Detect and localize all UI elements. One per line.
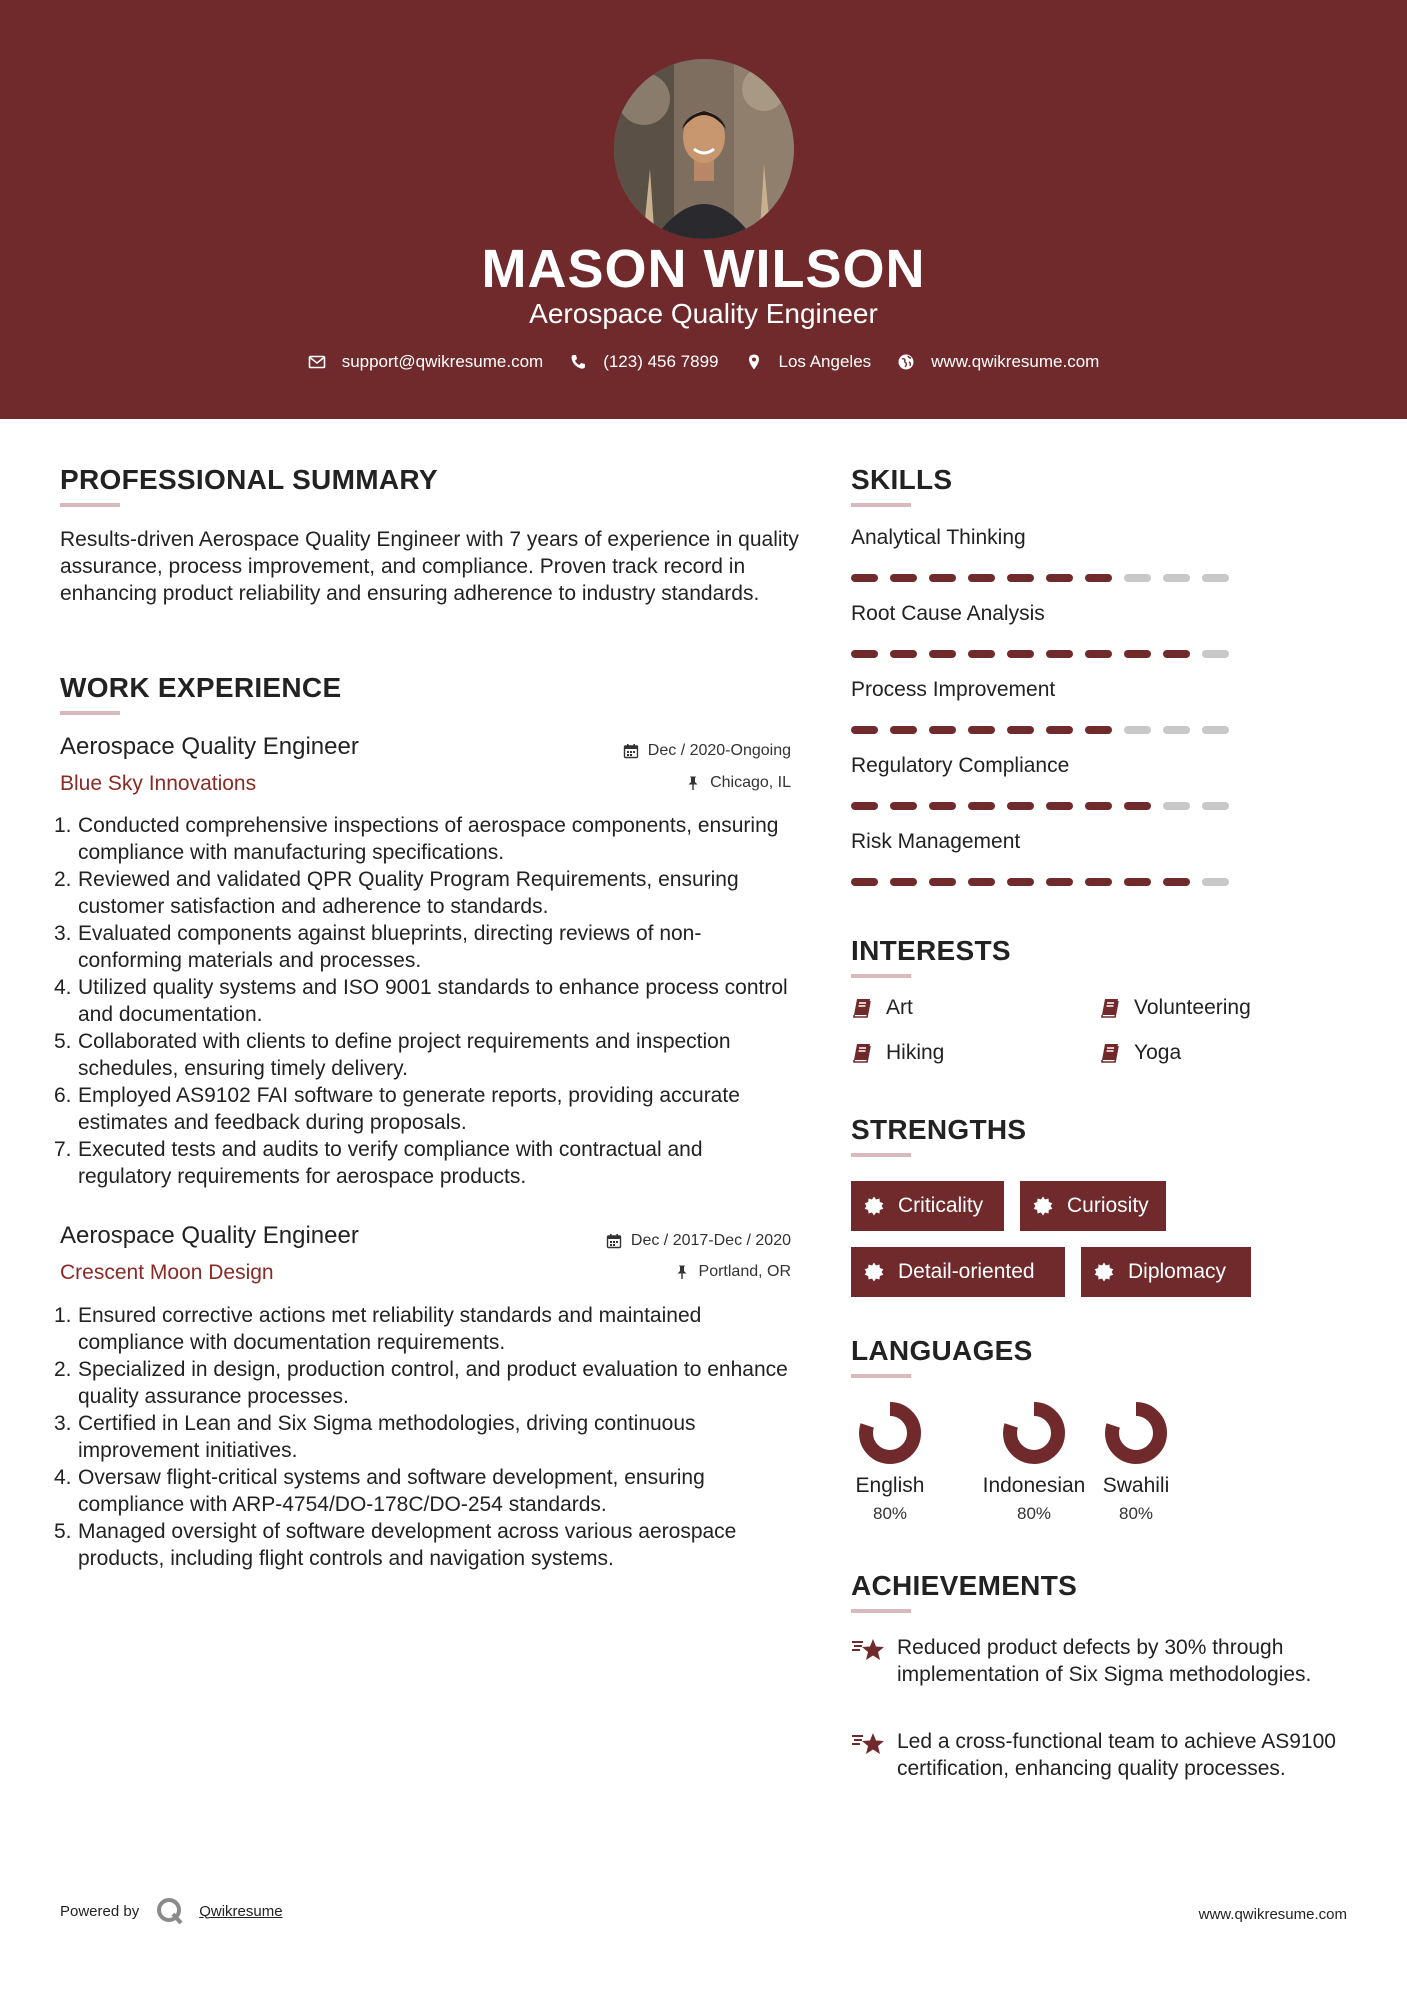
- interests-heading: INTERESTS: [851, 935, 1011, 966]
- header-banner: [0, 0, 1407, 419]
- bullet-number: 2.: [54, 1358, 72, 1381]
- skill-dot-empty: [1202, 574, 1229, 582]
- skill-dot-filled: [1124, 650, 1151, 658]
- skill-dot-filled: [929, 878, 956, 886]
- job-2-bullet: [54, 1302, 800, 1356]
- job-1-bullet: [54, 1028, 800, 1082]
- skill-dot-filled: [968, 574, 995, 582]
- summary-heading-underline: [60, 503, 120, 507]
- book-icon: [1099, 997, 1121, 1019]
- strength-badge: [851, 1181, 1004, 1231]
- contact-email-text: support@qwikresume.com: [341, 352, 544, 371]
- job-2-bullet: [54, 1464, 800, 1518]
- interest-item: [851, 1041, 944, 1065]
- experience-heading-underline: [60, 711, 120, 715]
- candidate-title: Aerospace Quality Engineer: [529, 298, 878, 329]
- bullet-number: 1.: [54, 1304, 72, 1327]
- job-1-company: Blue Sky Innovations: [60, 772, 257, 795]
- achievements-heading: ACHIEVEMENTS: [851, 1570, 1078, 1601]
- achievement-text: Reduced product defects by 30% through implementation of Six Sigma methodologies.: [897, 1636, 1312, 1686]
- calendar-icon: [606, 1233, 622, 1249]
- skill-dot-filled: [1046, 650, 1073, 658]
- shooting-star-icon: [851, 1636, 885, 1664]
- candidate-name: MASON WILSON: [481, 239, 926, 299]
- bullet-text: Evaluated components against blueprints, directing reviews of non-conforming materials and processes.: [78, 922, 702, 972]
- achievement-item: [851, 1728, 1351, 1782]
- achievements-heading-underline: [851, 1609, 911, 1613]
- skill-dot-filled: [1163, 650, 1190, 658]
- skill-label: Process Improvement: [851, 678, 1056, 701]
- bullet-text: Executed tests and audits to verify compliance with contractual and regulatory requirements for aerospace products.: [78, 1138, 703, 1188]
- job-2-location: [674, 1263, 791, 1281]
- skill-dot-filled: [890, 878, 917, 886]
- skill-dot-filled: [1007, 726, 1034, 734]
- strength-label: Curiosity: [1067, 1194, 1149, 1217]
- badge-star-icon: [864, 1196, 884, 1216]
- job-2-bullet: [54, 1518, 800, 1572]
- skill-dot-filled: [1007, 650, 1034, 658]
- bullet-number: 5.: [54, 1030, 72, 1053]
- bullet-number: 3.: [54, 1412, 72, 1435]
- book-icon: [1099, 1042, 1121, 1064]
- job-2-dates: [606, 1232, 791, 1250]
- skill-rating: [851, 650, 1241, 658]
- job-1-title: Aerospace Quality Engineer: [60, 733, 359, 760]
- job-1-location-text: Chicago, IL: [710, 774, 791, 791]
- job-1-bullet: [54, 812, 800, 866]
- skill-dot-empty: [1163, 726, 1190, 734]
- skill-label: Risk Management: [851, 830, 1021, 853]
- skills-heading: SKILLS: [851, 464, 953, 495]
- skill-rating: [851, 878, 1241, 886]
- summary-text: Results-driven Aerospace Quality Engineer with 7 years of experience in quality assurance, process improvement, and compliance. Proven track record in enhancing product reliability and ensuring adherence to industry standards.: [60, 528, 799, 605]
- interest-item: [851, 996, 913, 1020]
- job-1-bullet: [54, 1136, 800, 1190]
- skill-dot-filled: [1085, 802, 1112, 810]
- skill-dot-filled: [1007, 878, 1034, 886]
- languages-heading: LANGUAGES: [851, 1335, 1033, 1366]
- skill-dot-filled: [1085, 650, 1112, 658]
- skill-dot-empty: [1202, 878, 1229, 886]
- job-2-location-text: Portland, OR: [698, 1263, 791, 1280]
- contact-phone[interactable]: [569, 352, 718, 372]
- globe-icon: [897, 353, 915, 371]
- skill-dot-filled: [968, 878, 995, 886]
- bullet-text: Collaborated with clients to define project requirements and inspection schedules, ensuring timely delivery.: [78, 1030, 731, 1080]
- experience-heading: WORK EXPERIENCE: [60, 672, 342, 703]
- contact-location: [745, 352, 872, 372]
- job-1-bullet: [54, 920, 800, 974]
- skill-dot-filled: [1046, 802, 1073, 810]
- job-1-bullet-list: [54, 812, 800, 1190]
- interest-item: [1099, 1041, 1181, 1065]
- job-1-dates-text: Dec / 2020-Ongoing: [647, 742, 791, 759]
- language-item: [1071, 1400, 1201, 1524]
- phone-icon: [569, 353, 587, 371]
- skill-dot-empty: [1202, 650, 1229, 658]
- contact-website-text: www.qwikresume.com: [931, 352, 1100, 371]
- skill-dot-filled: [851, 650, 878, 658]
- skill-rating: [851, 726, 1241, 734]
- bullet-text: Utilized quality systems and ISO 9001 standards to enhance process control and documentation.: [78, 976, 788, 1026]
- skill-dot-filled: [1046, 574, 1073, 582]
- skill-label: Root Cause Analysis: [851, 602, 1045, 625]
- skill-dot-empty: [1202, 802, 1229, 810]
- bullet-number: 5.: [54, 1520, 72, 1543]
- job-2-bullet-list: [54, 1302, 800, 1572]
- calendar-icon: [623, 743, 639, 759]
- bullet-text: Specialized in design, production control, and product evaluation to enhance quality assurance processes.: [78, 1358, 788, 1408]
- bullet-number: 4.: [54, 1466, 72, 1489]
- skill-dot-filled: [851, 802, 878, 810]
- job-1-dates: [623, 742, 791, 760]
- job-2-bullet: [54, 1356, 800, 1410]
- job-2-bullet: [54, 1410, 800, 1464]
- qwikresume-logo-icon: [155, 1896, 185, 1926]
- strength-label: Detail-oriented: [898, 1260, 1035, 1283]
- strength-badge: [1020, 1181, 1166, 1231]
- achievement-text: Led a cross-functional team to achieve AS9100 certification, enhancing quality processes.: [897, 1730, 1336, 1780]
- job-1-bullet: [54, 866, 800, 920]
- profile-photo: [614, 59, 794, 239]
- skill-dot-empty: [1202, 726, 1229, 734]
- map-pin-icon: [745, 353, 763, 371]
- interest-label: Yoga: [1134, 1041, 1182, 1064]
- skill-dot-filled: [1163, 878, 1190, 886]
- skill-dot-filled: [1046, 726, 1073, 734]
- strength-badge: [851, 1247, 1065, 1297]
- interest-label: Art: [886, 996, 913, 1019]
- skills-heading-underline: [851, 503, 911, 507]
- skill-dot-empty: [1163, 574, 1190, 582]
- strengths-heading-underline: [851, 1153, 911, 1157]
- envelope-icon: [308, 353, 326, 371]
- skill-dot-filled: [890, 802, 917, 810]
- bullet-text: Ensured corrective actions met reliability standards and maintained compliance with documentation requirements.: [78, 1304, 702, 1354]
- skill-label: Regulatory Compliance: [851, 754, 1070, 777]
- strength-label: Criticality: [898, 1194, 984, 1217]
- job-2-company: Crescent Moon Design: [60, 1261, 274, 1284]
- skill-dot-filled: [1124, 878, 1151, 886]
- bullet-number: 1.: [54, 814, 72, 837]
- skill-dot-filled: [968, 726, 995, 734]
- skill-dot-filled: [929, 650, 956, 658]
- skill-dot-empty: [1124, 574, 1151, 582]
- job-1-location: [685, 774, 791, 792]
- job-2-dates-text: Dec / 2017-Dec / 2020: [630, 1232, 791, 1249]
- summary-heading: PROFESSIONAL SUMMARY: [60, 464, 438, 495]
- contact-website[interactable]: [897, 352, 1099, 372]
- languages-heading-underline: [851, 1374, 911, 1378]
- skill-dot-empty: [1163, 802, 1190, 810]
- language-percent: 80%: [872, 1504, 908, 1523]
- bullet-number: 3.: [54, 922, 72, 945]
- skill-dot-filled: [1085, 574, 1112, 582]
- skill-dot-filled: [968, 802, 995, 810]
- language-item: [825, 1400, 955, 1524]
- contact-location-text: Los Angeles: [778, 352, 872, 371]
- skill-dot-filled: [929, 574, 956, 582]
- skill-rating: [851, 574, 1241, 582]
- contact-email[interactable]: [308, 352, 544, 372]
- book-icon: [851, 1042, 873, 1064]
- contact-bar: [0, 352, 1407, 372]
- skill-label: Analytical Thinking: [851, 526, 1026, 549]
- language-percent: 80%: [1118, 1504, 1154, 1523]
- badge-star-icon: [1033, 1196, 1053, 1216]
- skill-dot-filled: [1085, 878, 1112, 886]
- skill-dot-filled: [890, 574, 917, 582]
- qwikresume-link[interactable]: Qwikresume: [199, 1902, 283, 1920]
- bullet-text: Certified in Lean and Six Sigma methodologies, driving continuous improvement initiatives.: [78, 1412, 696, 1462]
- strength-label: Diplomacy: [1128, 1260, 1227, 1283]
- bullet-text: Employed AS9102 FAI software to generate reports, providing accurate estimates and feedback during proposals.: [78, 1084, 740, 1134]
- interest-label: Volunteering: [1134, 996, 1251, 1019]
- skill-dot-filled: [890, 650, 917, 658]
- language-name: Swahili: [1102, 1474, 1170, 1497]
- bullet-number: 4.: [54, 976, 72, 999]
- skill-dot-filled: [929, 726, 956, 734]
- skill-dot-filled: [1007, 574, 1034, 582]
- contact-phone-text: (123) 456 7899: [603, 352, 719, 371]
- bullet-text: Managed oversight of software development across various aerospace products, including flight controls and navigation systems.: [78, 1520, 737, 1570]
- skill-rating: [851, 802, 1241, 810]
- bullet-number: 6.: [54, 1084, 72, 1107]
- skill-dot-filled: [1085, 726, 1112, 734]
- language-progress-ring: [1103, 1400, 1169, 1466]
- strength-badge: [1081, 1247, 1251, 1297]
- bullet-number: 7.: [54, 1138, 72, 1161]
- skill-dot-filled: [851, 878, 878, 886]
- pushpin-icon: [685, 775, 701, 791]
- bullet-text: Conducted comprehensive inspections of aerospace components, ensuring compliance with manufacturing specifications.: [78, 814, 779, 864]
- skill-dot-empty: [1124, 726, 1151, 734]
- skill-dot-filled: [851, 574, 878, 582]
- interest-label: Hiking: [886, 1041, 945, 1064]
- interests-heading-underline: [851, 974, 911, 978]
- pushpin-icon: [674, 1264, 690, 1280]
- shooting-star-icon: [851, 1730, 885, 1758]
- language-progress-ring: [857, 1400, 923, 1466]
- badge-star-icon: [1094, 1262, 1114, 1282]
- bullet-number: 2.: [54, 868, 72, 891]
- interest-item: [1099, 996, 1251, 1020]
- skill-dot-filled: [1046, 878, 1073, 886]
- achievement-item: [851, 1634, 1351, 1688]
- strengths-heading: STRENGTHS: [851, 1114, 1027, 1145]
- footer-url[interactable]: www.qwikresume.com: [1198, 1906, 1347, 1923]
- skill-dot-filled: [1007, 802, 1034, 810]
- skill-dot-filled: [1124, 802, 1151, 810]
- skill-dot-filled: [890, 726, 917, 734]
- skill-dot-filled: [851, 726, 878, 734]
- language-name: English: [855, 1474, 925, 1497]
- book-icon: [851, 997, 873, 1019]
- job-1-bullet: [54, 974, 800, 1028]
- language-name: Indonesian: [982, 1474, 1086, 1497]
- bullet-text: Reviewed and validated QPR Quality Program Requirements, ensuring customer satisfaction and adherence to standards.: [78, 868, 739, 918]
- language-progress-ring: [1001, 1400, 1067, 1466]
- language-percent: 80%: [1016, 1504, 1052, 1523]
- skill-dot-filled: [929, 802, 956, 810]
- skill-dot-filled: [968, 650, 995, 658]
- bullet-text: Oversaw flight-critical systems and software development, ensuring compliance with ARP-4754/DO-178C/DO-254 standards.: [78, 1466, 705, 1516]
- job-2-title: Aerospace Quality Engineer: [60, 1222, 359, 1249]
- badge-star-icon: [864, 1262, 884, 1282]
- job-1-bullet: [54, 1082, 800, 1136]
- footer-powered-by: [60, 1896, 283, 1926]
- powered-by-text: Powered by: [60, 1902, 140, 1920]
